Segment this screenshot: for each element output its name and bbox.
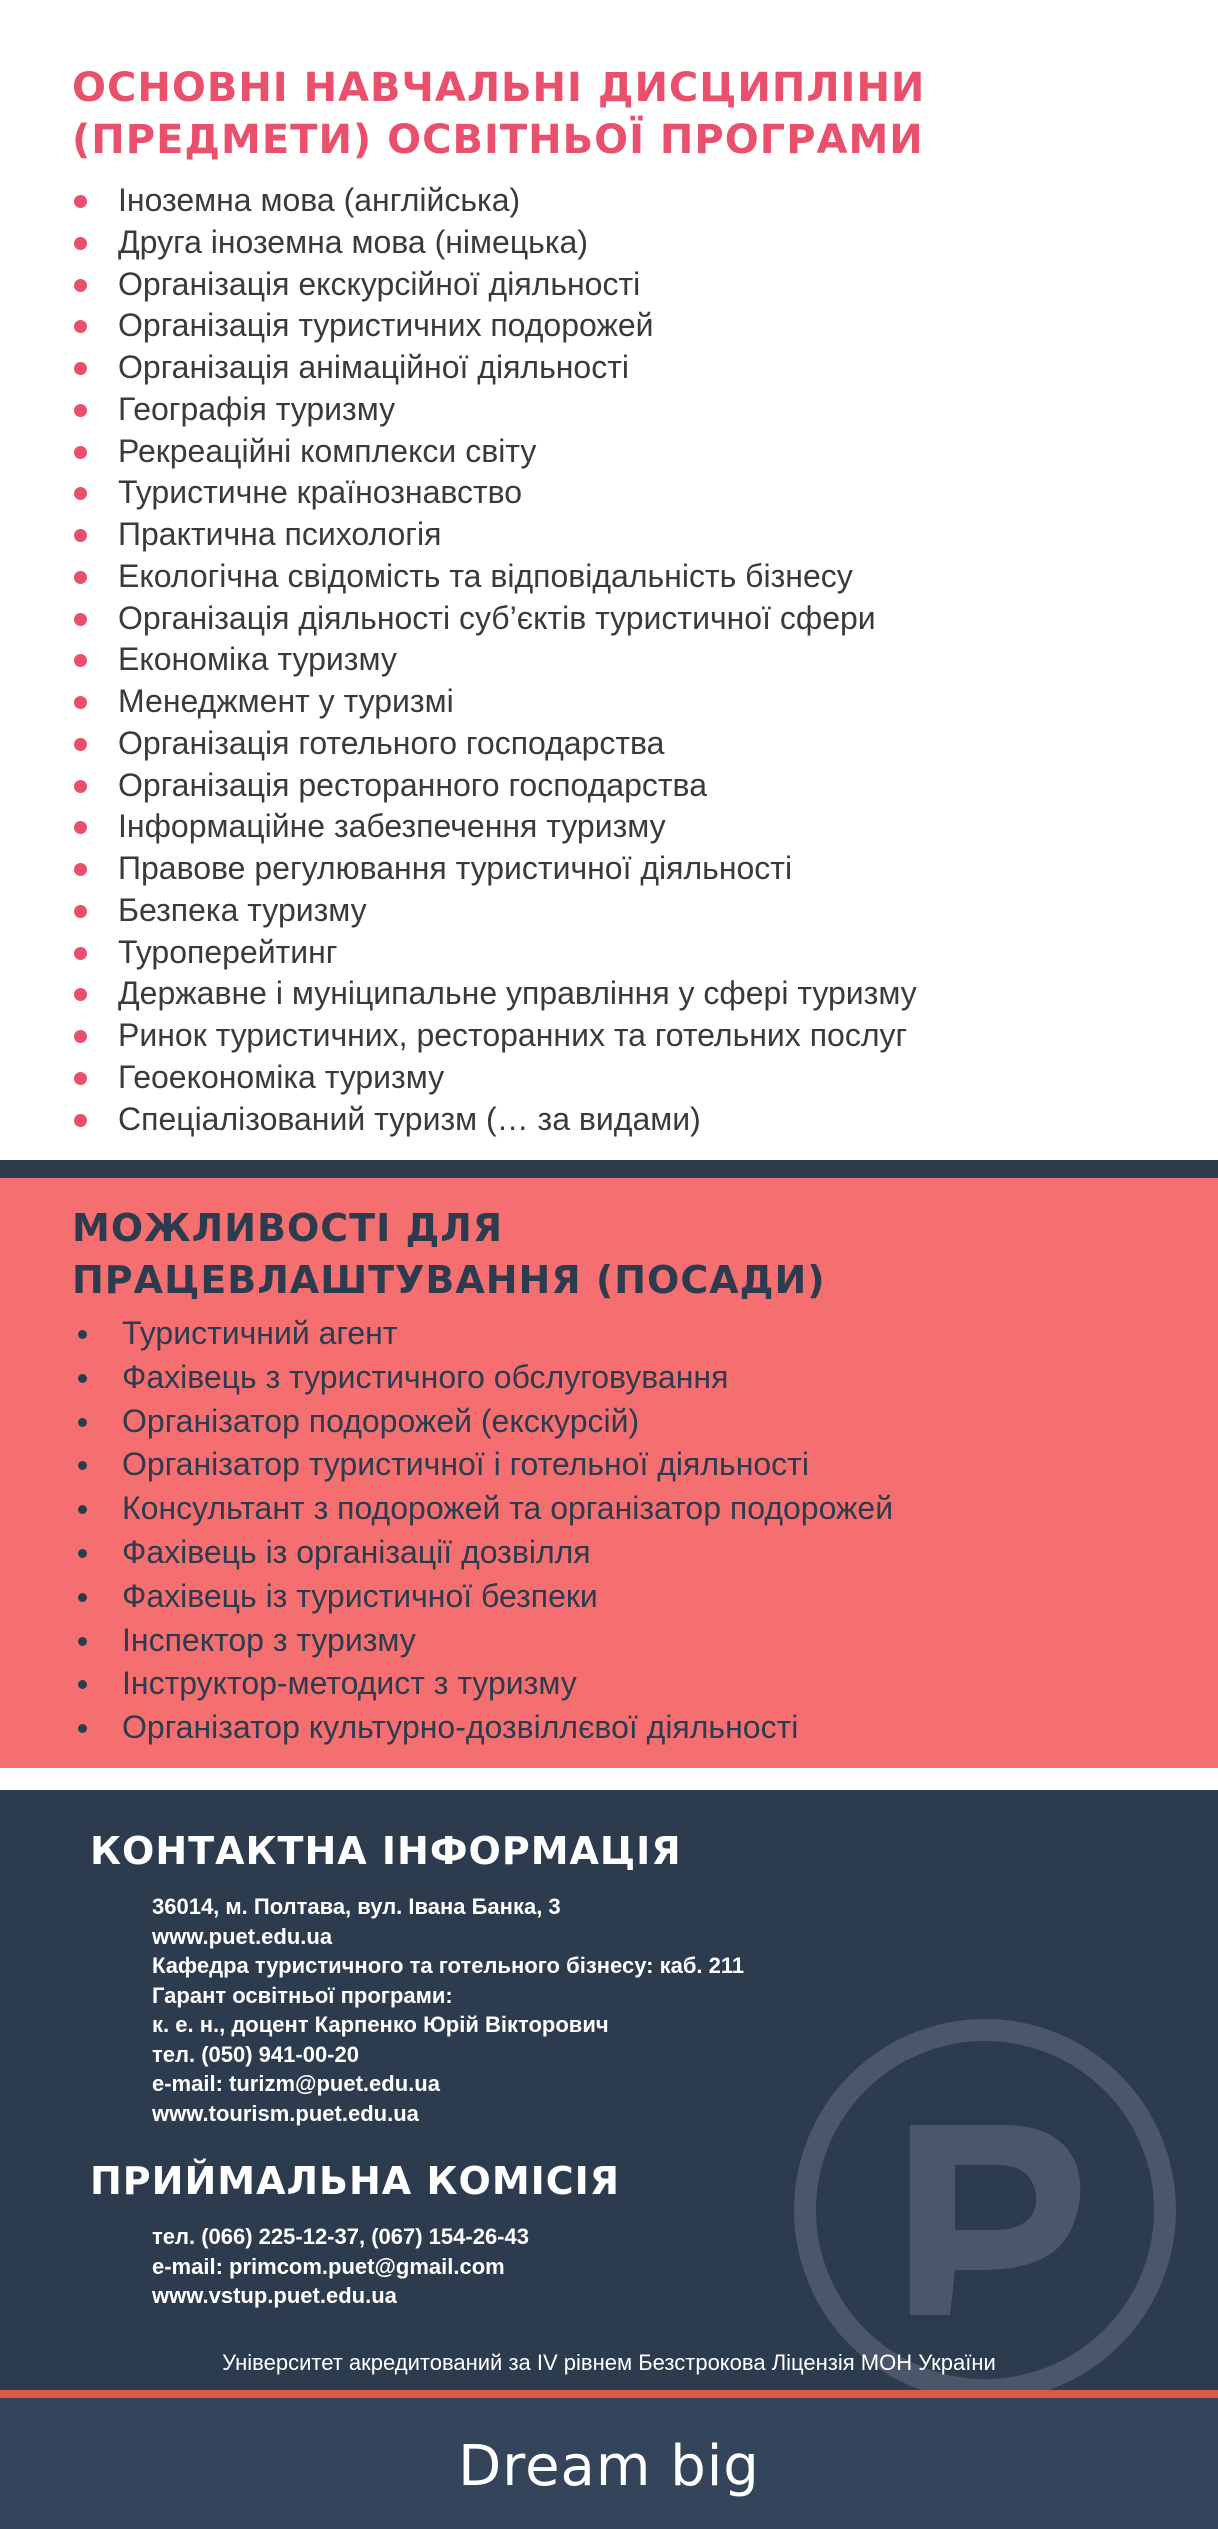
department-text: Кафедра туристичного та готельного бізнесу: каб. 211	[152, 1953, 745, 1978]
list-item	[72, 389, 917, 431]
bullet-dot	[74, 738, 87, 751]
bullet-dot	[74, 696, 87, 709]
list-item-text: Економіка туризму	[118, 641, 397, 678]
bullet-dot	[78, 1461, 87, 1470]
list-item	[72, 180, 917, 222]
list-item-text: Консультант з подорожей та організатор подорожей	[122, 1490, 894, 1527]
list-item-text: Організатор туристичної і готельної діяльності	[122, 1446, 809, 1483]
bullet-dot	[74, 571, 87, 584]
list-item-text: Безпека туризму	[118, 891, 367, 928]
list-item-text: Правове регулювання туристичної діяльності	[118, 850, 793, 886]
bullet-dot	[78, 1418, 87, 1427]
list-item-text: Ринок туристичних, ресторанних та готельних послуг	[118, 1017, 908, 1053]
list-item-text: Інспектор з туризму	[122, 1621, 416, 1658]
bullet-dot	[78, 1505, 87, 1514]
bullet-dot	[74, 780, 87, 793]
disciplines-list	[72, 180, 917, 1140]
phone-text[interactable]: тел. (050) 941-00-20	[152, 2041, 359, 2067]
list-item-text: Туроперейтинг	[118, 933, 338, 970]
contacts-section	[0, 1790, 1218, 2390]
accent-divider	[0, 2390, 1218, 2398]
list-item	[72, 1312, 893, 1356]
list-item-text: Інформаційне забезпечення туризму	[118, 808, 666, 845]
list-item	[72, 1619, 893, 1663]
list-item-text: Практична психологія	[118, 516, 442, 552]
list-item	[72, 264, 917, 306]
list-item-text: Організатор подорожей (екскурсій)	[122, 1402, 640, 1439]
footer	[0, 2398, 1218, 2529]
list-item	[72, 1531, 893, 1575]
bullet-dot	[78, 1637, 87, 1646]
list-item	[72, 1400, 893, 1444]
list-item-text: Рекреаційні комплекси світу	[118, 432, 537, 469]
accreditation-text: Університет акредитований за IV рівнем Безстрокова Ліцензія МОН України	[222, 2350, 996, 2375]
list-item-text: Спеціалізований туризм (… за видами)	[118, 1100, 701, 1137]
disciplines-title	[72, 62, 925, 166]
bullet-dot	[74, 1072, 87, 1085]
website-link[interactable]: www.puet.edu.ua	[152, 1923, 333, 1949]
list-item-text: Друга іноземна мова (німецька)	[118, 223, 588, 260]
list-item-text: Організація діяльності суб’єктів туристичної сфери	[118, 599, 876, 636]
bullet-dot	[74, 654, 87, 667]
list-item	[72, 639, 917, 681]
bullet-dot	[78, 1549, 87, 1558]
disciplines-title-line: ОСНОВНІ НАВЧАЛЬНІ ДИСЦИПЛІНИ	[72, 65, 926, 111]
list-item	[72, 1575, 893, 1619]
bullet-dot	[74, 237, 87, 250]
list-item-text: Екологічна свідомість та відповідальність бізнесу	[118, 557, 853, 594]
list-item-text: Менеджмент у туризмі	[118, 683, 454, 719]
employment-title-line: МОЖЛИВОСТІ ДЛЯ	[72, 1206, 504, 1250]
bullet-dot	[78, 1724, 87, 1733]
list-item	[72, 848, 917, 890]
list-item-text: Фахівець з туристичного обслуговування	[122, 1358, 729, 1395]
guarantor-name: к. е. н., доцент Карпенко Юрій Вікторович	[152, 2012, 609, 2037]
bullet-dot	[74, 404, 87, 417]
list-item	[72, 681, 917, 723]
section-divider	[0, 1160, 1218, 1178]
list-item	[72, 598, 917, 640]
list-item-text: Організація ресторанного господарства	[118, 766, 707, 803]
admissions-email-link[interactable]: e-mail: primcom.puet@gmail.com	[152, 2253, 505, 2279]
bullet-dot	[74, 821, 87, 834]
employment-section	[0, 1178, 1218, 1768]
list-item	[72, 765, 917, 807]
list-item-text: Туристичний агент	[122, 1315, 398, 1351]
list-item-text: Фахівець із організації дозвілля	[122, 1533, 591, 1570]
list-item-text: Геоекономіка туризму	[118, 1058, 445, 1095]
contacts-lines	[152, 1892, 744, 2128]
bullet-dot	[74, 613, 87, 626]
list-item	[72, 1487, 893, 1531]
list-item	[72, 222, 917, 264]
section-divider	[0, 1768, 1218, 1790]
bullet-dot	[74, 1030, 87, 1043]
disciplines-title-line: (ПРЕДМЕТИ) ОСВІТНЬОЇ ПРОГРАМИ	[72, 117, 924, 163]
bullet-dot	[74, 362, 87, 375]
admissions-phone-text[interactable]: тел. (066) 225-12-37, (067) 154-26-43	[152, 2224, 529, 2249]
list-item-text: Туристичне країнознавство	[118, 474, 523, 511]
list-item	[72, 723, 917, 765]
list-item	[72, 1356, 893, 1400]
admissions-title: ПРИЙМАЛЬНА КОМІСІЯ	[90, 2159, 621, 2203]
employment-title-line: ПРАЦЕВЛАШТУВАННЯ (ПОСАДИ)	[72, 1258, 826, 1302]
bullet-dot	[74, 1114, 87, 1127]
list-item	[72, 1015, 917, 1057]
list-item-text: Організація екскурсійної діяльності	[118, 265, 641, 302]
slogan: Dream big	[458, 2434, 760, 2499]
list-item	[72, 1662, 893, 1706]
list-item-text: Географія туризму	[118, 390, 396, 427]
list-item	[72, 431, 917, 473]
list-item-text: Інструктор-методист з туризму	[122, 1665, 577, 1702]
list-item	[72, 347, 917, 389]
bullet-dot	[74, 195, 87, 208]
list-item-text: Організація анімаційної діяльності	[118, 349, 629, 385]
list-item-text: Організація готельного господарства	[118, 724, 665, 761]
list-item	[72, 472, 917, 514]
contacts-title: КОНТАКТНА ІНФОРМАЦІЯ	[90, 1829, 682, 1873]
list-item-text: Державне і муніципальне управління у сфері туризму	[118, 975, 917, 1012]
bullet-dot	[74, 947, 87, 960]
admissions-website-link[interactable]: www.vstup.puet.edu.ua	[152, 2283, 397, 2308]
guarantor-label: Гарант освітньої програми:	[152, 1982, 453, 2008]
list-item	[72, 890, 917, 932]
employment-list	[72, 1312, 893, 1750]
disciplines-section	[0, 0, 1218, 1160]
list-item	[72, 932, 917, 974]
bullet-dot	[74, 988, 87, 1001]
bullet-dot	[74, 905, 87, 918]
employment-title	[72, 1202, 826, 1306]
list-item	[72, 806, 917, 848]
address-text: 36014, м. Полтава, вул. Івана Банка, 3	[152, 1894, 561, 1919]
list-item	[72, 305, 917, 347]
admissions-lines	[152, 2222, 529, 2311]
list-item-text: Організатор культурно-дозвіллєвої діяльності	[122, 1709, 799, 1746]
tourism-website-link[interactable]: www.tourism.puet.edu.ua	[152, 2100, 419, 2126]
bullet-dot	[74, 446, 87, 459]
bullet-dot	[74, 863, 87, 876]
list-item-text: Фахівець із туристичної безпеки	[122, 1577, 598, 1614]
list-item	[72, 1706, 893, 1750]
list-item	[72, 1099, 917, 1141]
list-item	[72, 973, 917, 1015]
bullet-dot	[74, 529, 87, 542]
bullet-dot	[78, 1680, 87, 1689]
list-item-text: Іноземна мова (англійська)	[118, 182, 521, 218]
email-link[interactable]: e-mail: turizm@puet.edu.ua	[152, 2071, 440, 2096]
list-item	[72, 556, 917, 598]
list-item	[72, 514, 917, 556]
university-p-logo-icon	[790, 2015, 1180, 2390]
list-item-text: Організація туристичних подорожей	[118, 307, 654, 344]
bullet-dot	[78, 1374, 87, 1383]
bullet-dot	[74, 320, 87, 333]
bullet-dot	[74, 279, 87, 292]
bullet-dot	[78, 1593, 87, 1602]
list-item	[72, 1443, 893, 1487]
bullet-dot	[78, 1330, 87, 1339]
bullet-dot	[74, 487, 87, 500]
list-item	[72, 1057, 917, 1099]
